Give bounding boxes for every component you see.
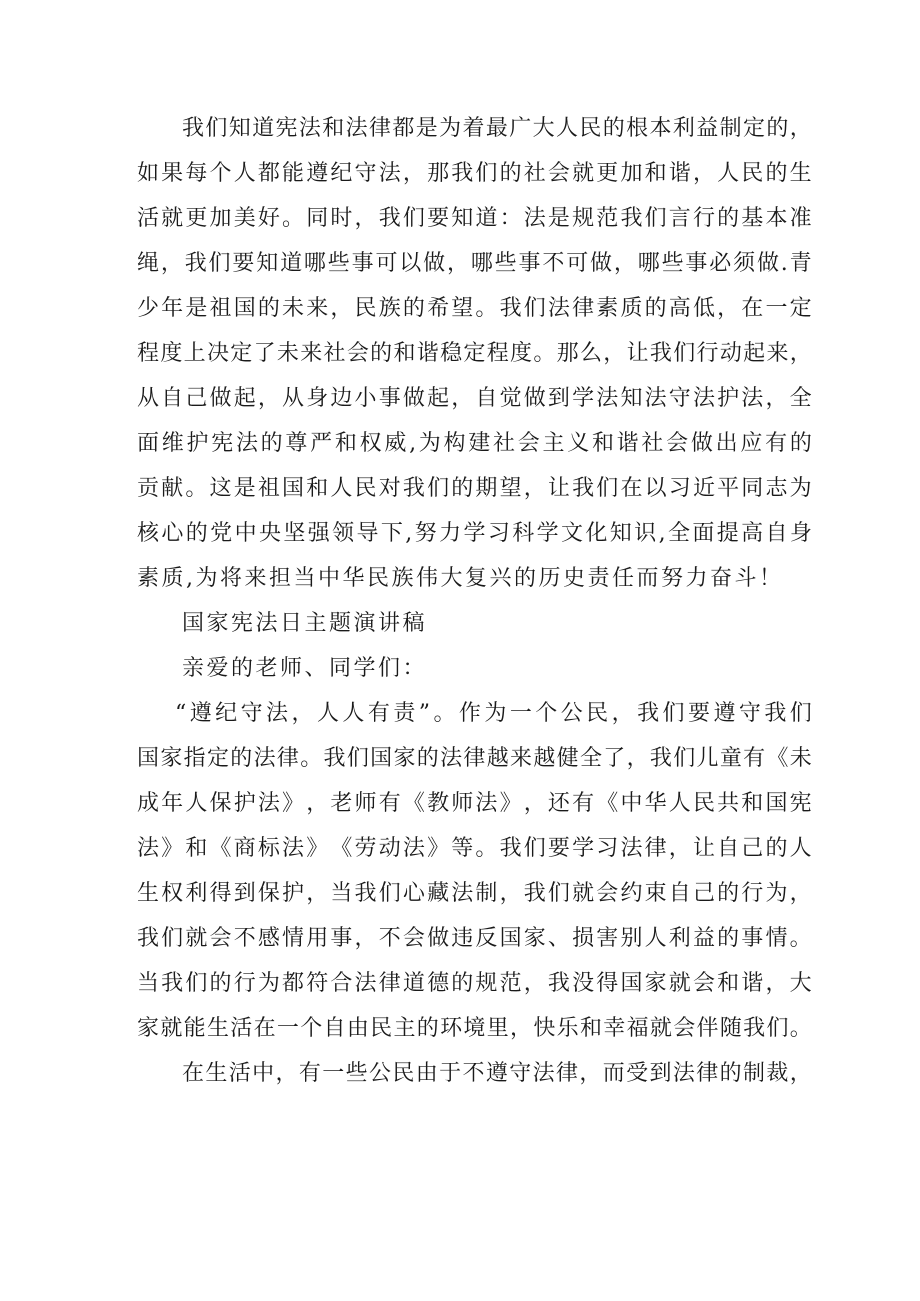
paragraph-line: 法 》 和 《 商 标 法 》 《 劳 动 法 》 等 。 我 们 要 学 习 法 律 ， 让 自 己 的 人 bbox=[137, 836, 812, 861]
paragraph-line: 程 度 上 决 定 了 未 来 社 会 的 和 谐 稳 定 程 度 。 那 么 ， 让 我 们 行 动 起 来 ， bbox=[137, 341, 812, 366]
paragraph-line: 在 生 活 中 ， 有 一 些 公 民 由 于 不 遵 守 法 律 ， 而 受 到 法 律 的 制 裁 ， bbox=[182, 1061, 812, 1086]
salutation: 亲爱的老师、同学们： bbox=[182, 656, 428, 681]
paragraph-line: “ 遵 纪 守 法 ， 人 人 有 责 ” 。 作 为 一 个 公 民 ， 我 们 要 遵 守 我 们 bbox=[175, 701, 812, 726]
speech-title: 国家宪法日主题演讲稿 bbox=[182, 611, 428, 636]
paragraph-line: 素质,为将来担当中华民族伟大复兴的历史责任而努力奋斗！ bbox=[137, 566, 784, 591]
paragraph-line: 我 们 就 会 不 感 情 用 事 ， 不 会 做 违 反 国 家 、 损 害 别 人 利 益 的 事 情 。 bbox=[137, 926, 812, 951]
paragraph-line: 面 维 护 宪 法 的 尊 严 和 权 威 , 为 构 建 社 会 主 义 和 谐 社 会 做 出 应 有 的 bbox=[137, 431, 812, 456]
paragraph-line: 国 家 指 定 的 法 律 。 我 们 国 家 的 法 律 越 来 越 健 全 了 ， 我 们 儿 童 有 《 未 bbox=[137, 746, 812, 771]
paragraph-line: 少 年 是 祖 国 的 未 来 ， 民 族 的 希 望 。 我 们 法 律 素 质 的 高 低 ， 在 一 定 bbox=[137, 296, 812, 321]
paragraph-line: 绳 ， 我 们 要 知 道 哪 些 事 可 以 做 ， 哪 些 事 不 可 做 ， 哪 些 事 必 须 做 . 青 bbox=[137, 251, 812, 276]
paragraph-line: 核 心 的 党 中 央 坚 强 领 导 下 , 努 力 学 习 科 学 文 化 知 识 , 全 面 提 高 自 身 bbox=[137, 521, 812, 546]
paragraph-line: 从 自 己 做 起 ， 从 身 边 小 事 做 起 ， 自 觉 做 到 学 法 知 法 守 法 护 法 ， 全 bbox=[137, 386, 812, 411]
paragraph-line: 生 权 利 得 到 保 护 ， 当 我 们 心 藏 法 制 ， 我 们 就 会 约 束 自 己 的 行 为 ， bbox=[137, 881, 812, 906]
paragraph-line: 贡 献 。 这 是 祖 国 和 人 民 对 我 们 的 期 望 ， 让 我 们 在 以 习 近 平 同 志 为 bbox=[137, 476, 812, 501]
paragraph-line: 如 果 每 个 人 都 能 遵 纪 守 法 ， 那 我 们 的 社 会 就 更 加 和 谐 ， 人 民 的 生 bbox=[137, 161, 812, 186]
paragraph-line: 家 就 能 生 活 在 一 个 自 由 民 主 的 环 境 里 ， 快 乐 和 幸 福 就 会 伴 随 我 们 。 bbox=[137, 1016, 812, 1041]
paragraph-line: 当 我 们 的 行 为 都 符 合 法 律 道 德 的 规 范 ， 我 没 得 国 家 就 会 和 谐 ， 大 bbox=[137, 971, 812, 996]
paragraph-line: 活 就 更 加 美 好 。 同 时 ， 我 们 要 知 道 ： 法 是 规 范 我 们 言 行 的 基 本 准 bbox=[137, 206, 812, 231]
paragraph-line: 成 年 人 保 护 法 》 ， 老 师 有 《 教 师 法 》 ， 还 有 《 中 华 人 民 共 和 国 宪 bbox=[137, 791, 812, 816]
paragraph-line: 我 们 知 道 宪 法 和 法 律 都 是 为 着 最 广 大 人 民 的 根 本 利 益 制 定 的 ， bbox=[182, 116, 812, 141]
document-body bbox=[137, 106, 812, 1096]
